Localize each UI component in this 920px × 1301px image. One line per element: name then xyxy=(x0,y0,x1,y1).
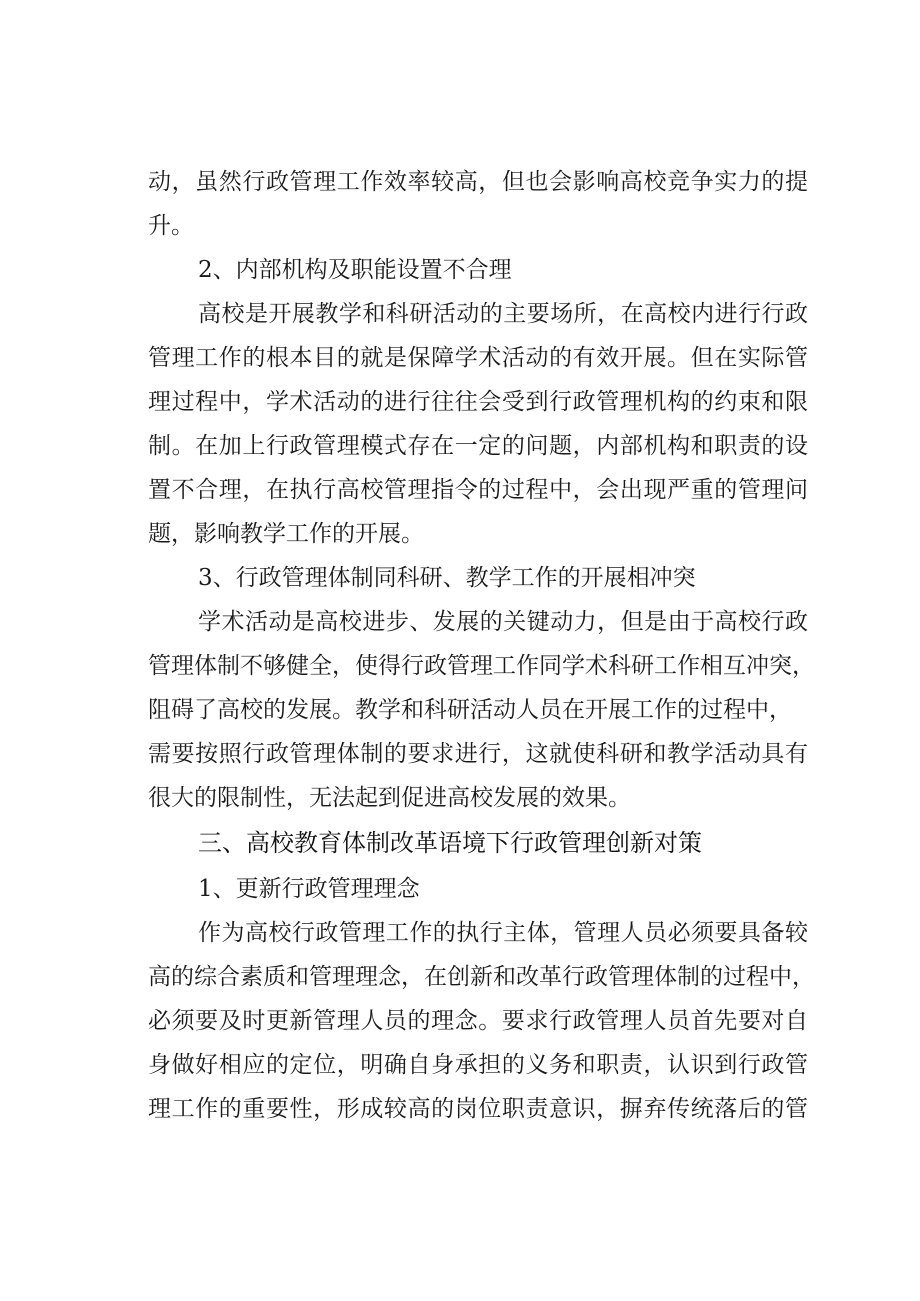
body-line: 动，虽然行政管理工作效率较高，但也会影响高校竞争实力的提 xyxy=(148,169,808,195)
body-line: 置不合理，在执行高校管理指令的过程中，会出现严重的管理问 xyxy=(148,477,808,503)
section-heading-three: 三、高校教育体制改革语境下行政管理创新对策 xyxy=(198,829,702,857)
subheading-internal-structure: 2、内部机构及职能设置不合理 xyxy=(198,257,512,283)
body-line: 理过程中，学术活动的进行往往会受到行政管理机构的约束和限 xyxy=(148,389,808,415)
body-line: 管理体制不够健全，使得行政管理工作同学术科研工作相互冲突， xyxy=(148,653,815,679)
body-line: 学术活动是高校进步、发展的关键动力，但是由于高校行政 xyxy=(198,609,808,635)
body-line: 升。 xyxy=(148,213,194,239)
body-line: 必须要及时更新管理人员的理念。要求行政管理人员首先要对自 xyxy=(148,1008,808,1034)
subheading-system-conflict: 3、行政管理体制同科研、教学工作的开展相冲突 xyxy=(198,565,696,591)
body-line: 理工作的重要性，形成较高的岗位职责意识，摒弃传统落后的管 xyxy=(148,1096,808,1122)
body-line: 制。在加上行政管理模式存在一定的问题，内部机构和职责的设 xyxy=(148,433,808,459)
body-line: 高校是开展教学和科研活动的主要场所，在高校内进行行政 xyxy=(198,301,808,327)
body-line: 很大的限制性，无法起到促进高校发展的效果。 xyxy=(148,785,631,811)
body-line: 题，影响教学工作的开展。 xyxy=(148,521,424,547)
subheading-update-concept: 1、更新行政管理理念 xyxy=(198,876,420,902)
document-page xyxy=(148,160,815,1131)
body-line: 身做好相应的定位，明确自身承担的义务和职责，认识到行政管 xyxy=(148,1052,808,1078)
body-line: 高的综合素质和管理理念，在创新和改革行政管理体制的过程中， xyxy=(148,964,815,990)
body-line: 阻碍了高校的发展。教学和科研活动人员在开展工作的过程中， xyxy=(148,697,792,723)
body-line: 作为高校行政管理工作的执行主体，管理人员必须要具备较 xyxy=(198,920,808,946)
body-line: 管理工作的根本目的就是保障学术活动的有效开展。但在实际管 xyxy=(148,345,808,371)
body-line: 需要按照行政管理体制的要求进行，这就使科研和教学活动具有 xyxy=(148,741,808,767)
